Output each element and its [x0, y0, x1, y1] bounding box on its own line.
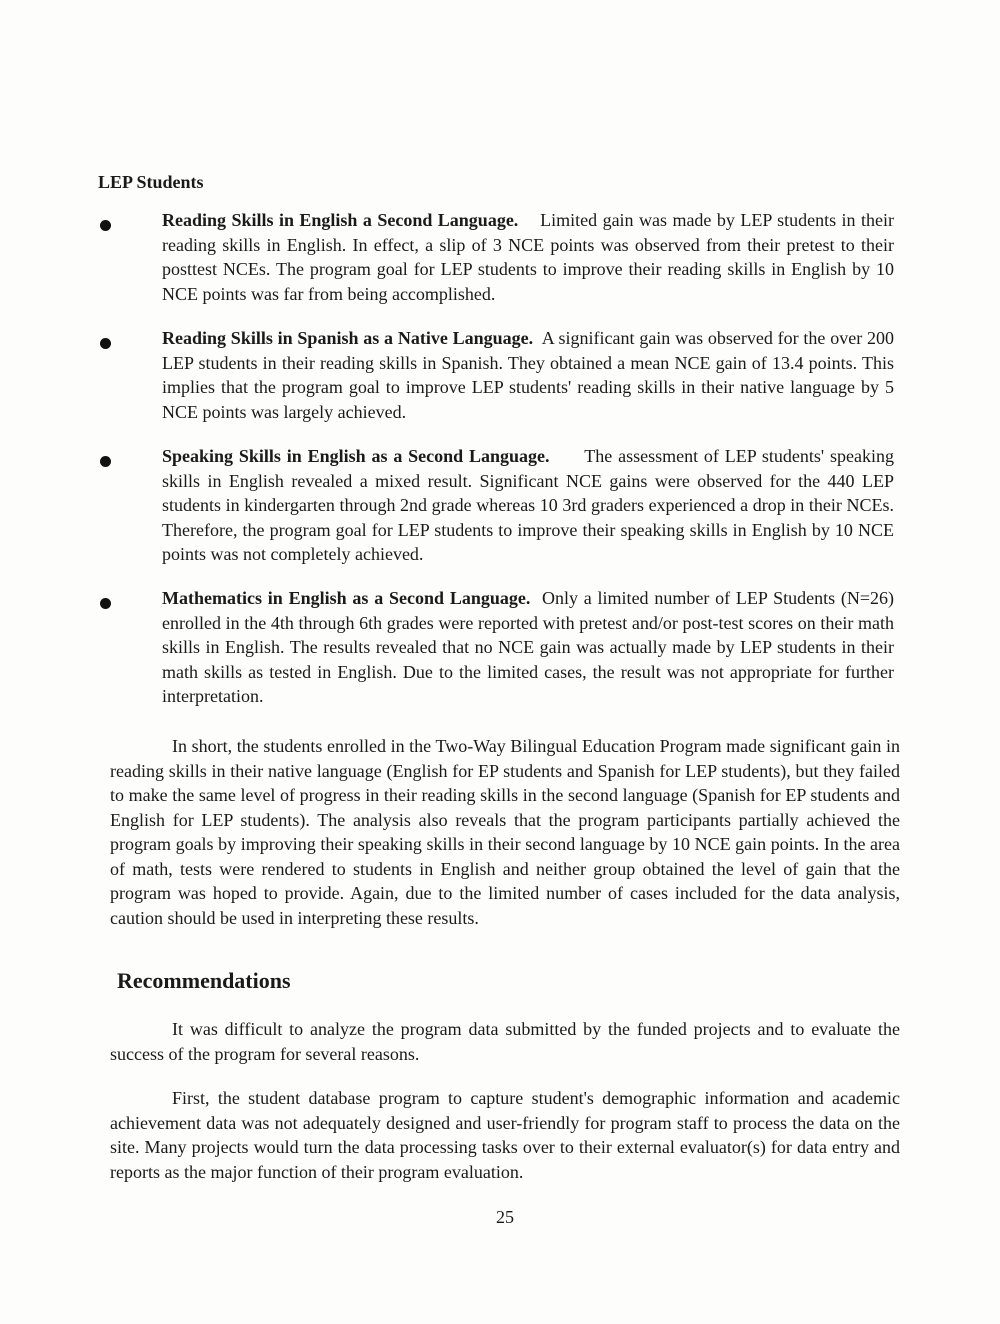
bullet-paragraph	[162, 444, 894, 567]
bullet-body: The assessment of LEP students' speaking skills in English revealed a mixed result. Significant NCE gains were observed for the 440 LEP students in kindergarten through 2nd grade whereas 10 3rd graders experienced a drop in their NCEs. Therefore, the program goal for LEP students to improve their speaking skills in English by 10 NCE points was not completely achieved.	[162, 446, 895, 564]
bullet-title: Mathematics in English as a Second Language.	[162, 588, 531, 608]
bullet-item-mathematics-english	[100, 586, 900, 709]
bullet-body: Only a limited number of LEP Students (N=26) enrolled in the 4th through 6th grades were reported with pretest and/or post-test scores on their math skills in English. The results revealed that no NCE gain was actually made by LEP students in their math skills as tested in English. Due to the limited cases, the result was not appropriate for further interpretation.	[162, 588, 895, 706]
bullet-icon	[100, 338, 111, 349]
bullet-title: Speaking Skills in English as a Second Language.	[162, 446, 550, 466]
recommendations-paragraph: First, the student database program to capture student's demographic information and academic achievement data was not adequately designed and user-friendly for program staff to process the data on the site. Many projects would turn the data processing tasks over to their external evaluator(s) for data entry and reports as the major function of their program evaluation.	[110, 1088, 900, 1182]
bullet-title: Reading Skills in Spanish as a Native Language.	[162, 328, 534, 348]
bullet-item-speaking-english	[100, 444, 900, 567]
bullet-item-reading-spanish	[100, 326, 900, 424]
bullet-icon	[100, 220, 111, 231]
bullet-paragraph	[162, 208, 894, 306]
section-heading-recommendations: Recommendations	[117, 968, 291, 993]
bullet-icon	[100, 456, 111, 467]
bullet-body: A significant gain was observed for the over 200 LEP students in their reading skills in Spanish. They obtained a mean NCE gain of 13.4 points. This implies that the program goal to improve LEP students' reading skills in their native language by 5 NCE points was largely achieved.	[162, 328, 894, 422]
section-heading-lep-students: LEP Students	[98, 172, 204, 192]
bullet-title: Reading Skills in English a Second Language.	[162, 210, 519, 230]
summary-paragraph: In short, the students enrolled in the Two-Way Bilingual Education Program made significant gain in reading skills in their native language (English for EP students and Spanish for LEP students), but they failed to make the same level of progress in their reading skills in the second language (Spanish for EP students and English for LEP students). The analysis also reveals that the program participants partially achieved the program goals by improving their speaking skills in their second language by 10 NCE gain points. In the area of math, tests were rendered to students in English and neither group obtained the level of gain that the program was hoped to provide. Again, due to the limited number of cases included for the data analysis, caution should be used in interpreting these results.	[110, 736, 900, 928]
bullet-item-reading-english	[100, 208, 900, 306]
bullet-icon	[100, 598, 111, 609]
bullet-body: Limited gain was made by LEP students in their reading skills in English. In effect, a slip of 3 NCE points was observed from their pretest to their posttest NCEs. The program goal for LEP students to improve their reading skills in English by 10 NCE points was far from being accomplished.	[162, 210, 894, 304]
bullet-paragraph	[162, 586, 894, 709]
bullet-paragraph	[162, 326, 894, 424]
recommendations-paragraph: It was difficult to analyze the program data submitted by the funded projects and to evaluate the success of the program for several reasons.	[110, 1019, 900, 1064]
page-number: 25	[496, 1207, 514, 1227]
